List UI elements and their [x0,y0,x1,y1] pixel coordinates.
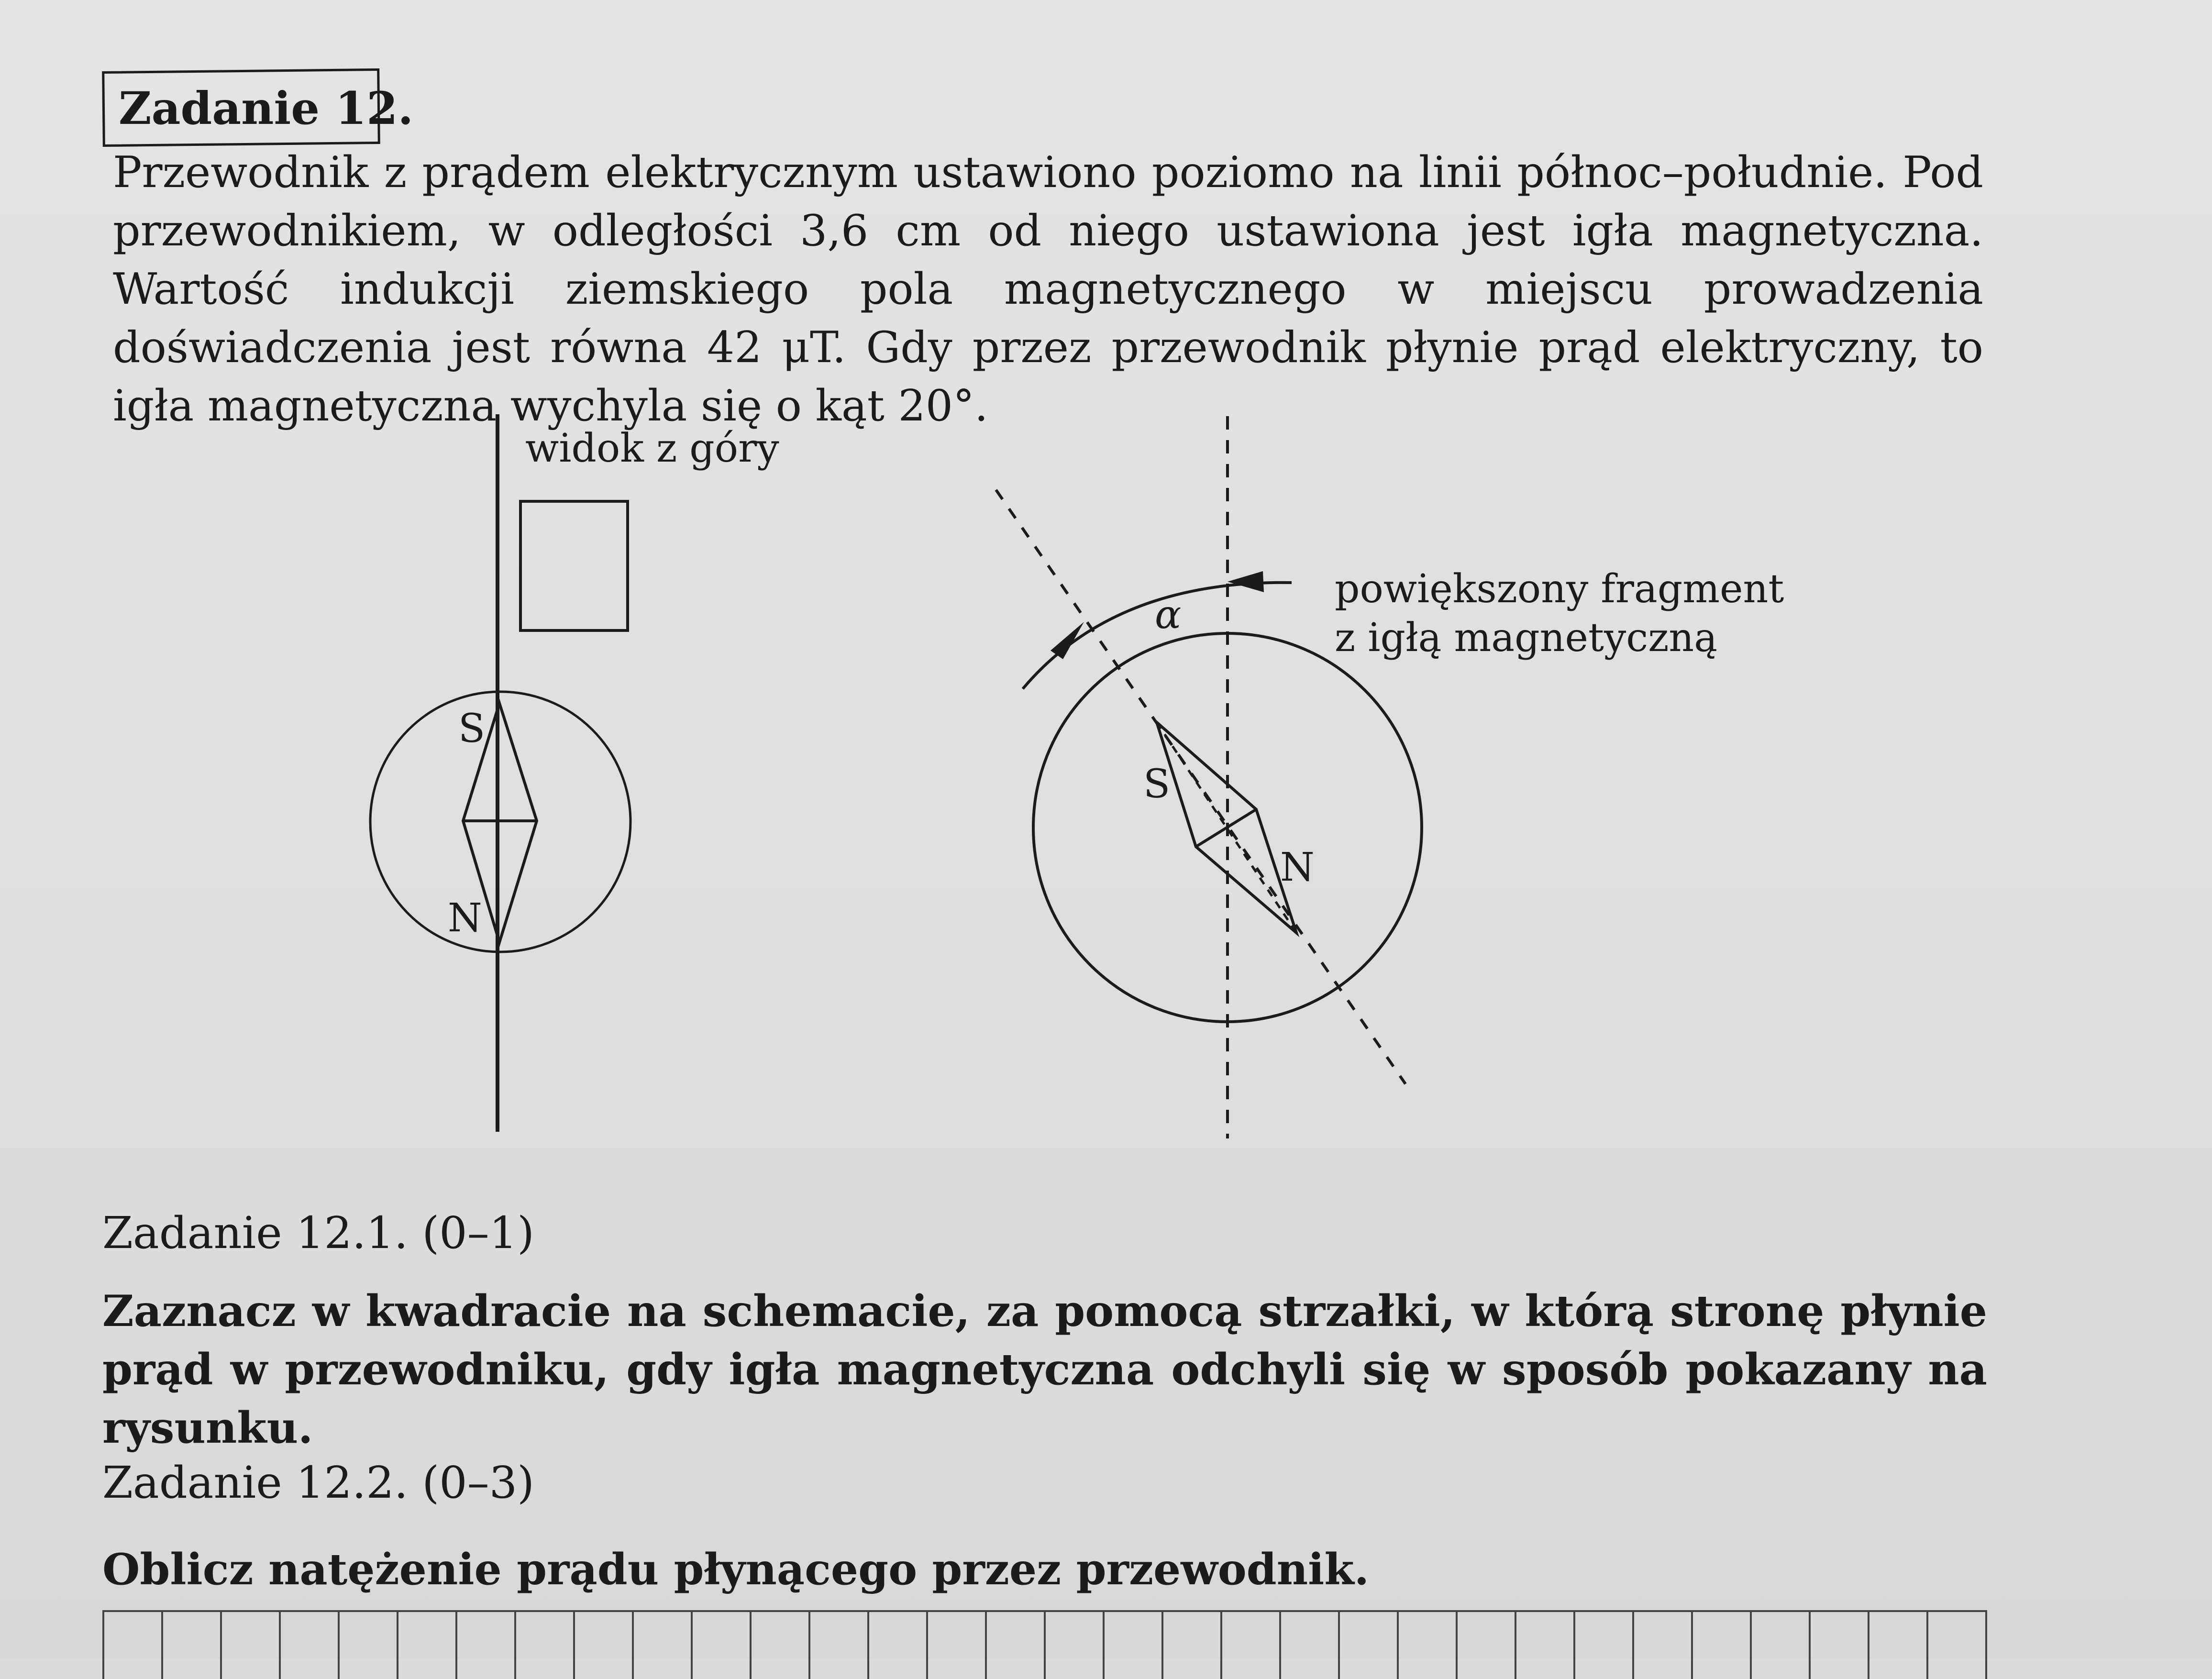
task-intro: Przewodnik z prądem elektrycznym ustawiono poziomo na linii północ–południe. Pod przewodnikiem, w odległości 3,6 cm od niego ustawiona jest igła magnetyczna. Wartość indukcji ziemskiego pola magnetycznego w miejscu prowadzenia doświadczenia jest równa 42 μT. Gdy przez przewodnik płynie prąd elektryczny, to igła magnetyczna wychyla się o kąt 20°. [113,147,1983,431]
subtask-2-text: Oblicz natężenie prądu płynącego przez przewodnik. [102,1544,1370,1595]
answer-grid[interactable] [102,1610,1987,1679]
pole-n-label-left: N [448,895,482,941]
enlarged-fragment-caption-line1: powiększony fragment [1335,566,1784,612]
angle-arc-arrowhead-left [1051,622,1084,659]
angle-arc-arrowhead-right [1228,571,1264,592]
task-title: Zadanie 12. [119,82,414,135]
subtask-1-text: Zaznacz w kwadracie na schemacie, za pomocą strzałki, w którą stronę płynie prąd w przewodniku, gdy igła magnetyczna odchyli się w sposób pokazany na rysunku. [102,1286,1987,1453]
pole-s-label-right: S [1143,762,1171,807]
enlarged-fragment-caption-line2: z igłą magnetyczną [1335,615,1718,661]
pole-s-label-left: S [458,706,486,751]
subtask-2-heading: Zadanie 12.2. (0–3) [102,1457,535,1508]
subtask-1-heading: Zadanie 12.1. (0–1) [102,1207,535,1259]
answer-square[interactable] [520,501,628,630]
pole-n-label-right: N [1280,845,1315,890]
top-view-caption: widok z góry [525,426,779,471]
angle-alpha-label: α [1155,592,1182,638]
